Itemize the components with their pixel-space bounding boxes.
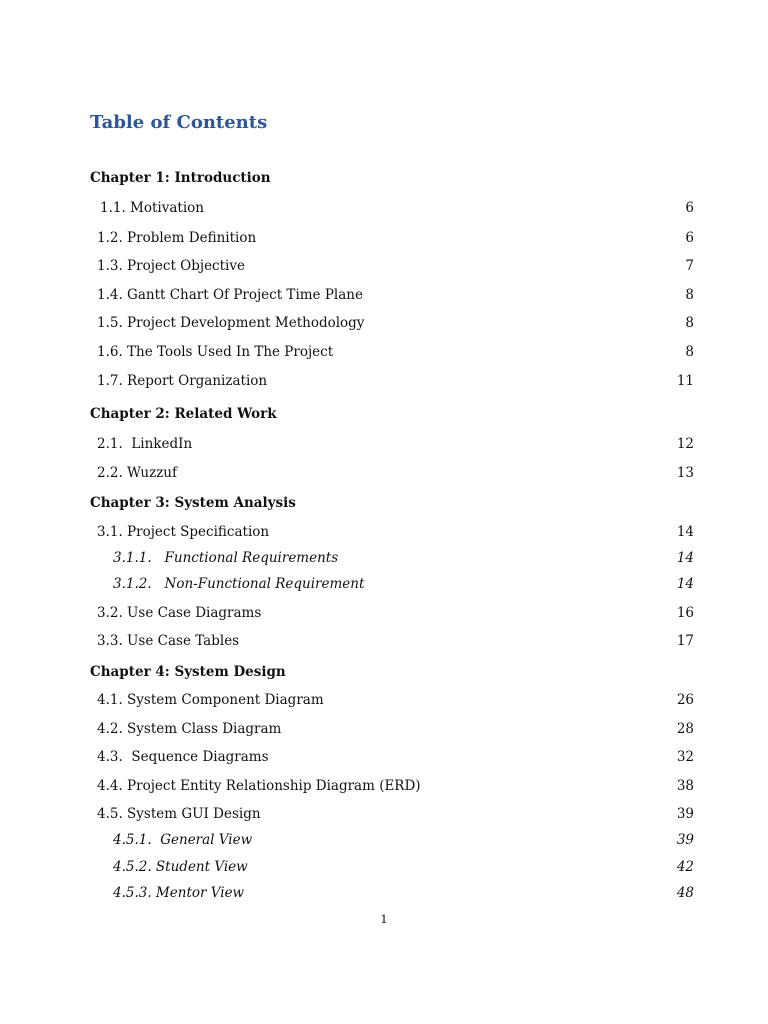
toc-entry-4-5[interactable] <box>0 804 768 824</box>
entry-label: 1.7. Report Organization <box>97 373 268 389</box>
toc-entry-1-1[interactable] <box>0 198 768 218</box>
entry-label: 1.6. The Tools Used In The Project <box>97 344 334 360</box>
entry-label: 3.1. Project Specification <box>97 524 270 540</box>
footer-page-number: 1 <box>380 912 388 926</box>
chapter-title: Chapter 3: System Analysis <box>90 495 296 511</box>
toc-entry-1-4[interactable] <box>0 285 768 305</box>
toc-entry-3-2[interactable] <box>0 603 768 623</box>
entry-label: 3.3. Use Case Tables <box>97 633 240 649</box>
toc-entry-4-4[interactable] <box>0 776 768 796</box>
entry-label: 4.1. System Component Diagram <box>97 692 324 708</box>
entry-page-number: 26 <box>676 692 694 708</box>
toc-entry-1-6[interactable] <box>0 342 768 362</box>
entry-page-number: 39 <box>676 832 694 848</box>
entry-label: 4.3. Sequence Diagrams <box>97 749 269 765</box>
toc-entry-4-5-3[interactable] <box>0 883 768 903</box>
entry-page-number: 48 <box>676 885 694 901</box>
entry-label: 4.4. Project Entity Relationship Diagram (ERD) <box>97 778 421 794</box>
toc-entry-2-2[interactable] <box>0 463 768 483</box>
toc-chapter-3[interactable] <box>0 493 768 513</box>
entry-page-number: 42 <box>676 859 694 875</box>
entry-label: 4.2. System Class Diagram <box>97 721 282 737</box>
entry-page-number: 6 <box>685 200 694 216</box>
chapter-title: Chapter 2: Related Work <box>90 406 277 422</box>
toc-entry-3-1-1[interactable] <box>0 548 768 568</box>
entry-label: 4.5.1. General View <box>113 832 253 848</box>
entry-page-number: 28 <box>676 721 694 737</box>
toc-entry-1-2[interactable] <box>0 228 768 248</box>
entry-label: 4.5.3. Mentor View <box>113 885 245 901</box>
entry-page-number: 38 <box>676 778 694 794</box>
toc-entry-3-3[interactable] <box>0 631 768 651</box>
toc-entry-4-2[interactable] <box>0 719 768 739</box>
entry-label: 1.5. Project Development Methodology <box>97 315 365 331</box>
chapter-title: Chapter 1: Introduction <box>90 170 271 186</box>
toc-chapter-4[interactable] <box>0 662 768 682</box>
toc-entry-4-1[interactable] <box>0 690 768 710</box>
entry-page-number: 6 <box>685 230 694 246</box>
entry-label: 1.1. Motivation <box>100 200 204 216</box>
toc-entry-1-7[interactable] <box>0 371 768 391</box>
entry-label: 4.5.2. Student View <box>113 859 248 875</box>
entry-label: 1.2. Problem Definition <box>97 230 257 246</box>
entry-page-number: 8 <box>685 287 694 303</box>
chapter-title: Chapter 4: System Design <box>90 664 286 680</box>
entry-page-number: 39 <box>676 806 694 822</box>
entry-page-number: 8 <box>685 315 694 331</box>
toc-entry-4-5-1[interactable] <box>0 830 768 850</box>
toc-entry-4-5-2[interactable] <box>0 857 768 877</box>
toc-chapter-2[interactable] <box>0 404 768 424</box>
entry-label: 3.1.2. Non-Functional Requirement <box>113 576 365 592</box>
entry-label: 1.4. Gantt Chart Of Project Time Plane <box>97 287 363 303</box>
entry-page-number: 17 <box>676 633 694 649</box>
entry-label: 4.5. System GUI Design <box>97 806 261 822</box>
toc-entry-1-3[interactable] <box>0 256 768 276</box>
toc-entry-3-1-2[interactable] <box>0 574 768 594</box>
toc-entry-3-1[interactable] <box>0 522 768 542</box>
entry-page-number: 13 <box>676 465 694 481</box>
toc-entry-1-5[interactable] <box>0 313 768 333</box>
entry-page-number: 12 <box>676 436 694 452</box>
entry-label: 2.1. LinkedIn <box>97 436 193 452</box>
entry-page-number: 14 <box>676 524 694 540</box>
entry-label: 2.2. Wuzzuf <box>97 465 177 481</box>
entry-page-number: 14 <box>676 550 694 566</box>
entry-page-number: 32 <box>676 749 694 765</box>
entry-page-number: 16 <box>676 605 694 621</box>
entry-page-number: 8 <box>685 344 694 360</box>
toc-entry-4-3[interactable] <box>0 747 768 767</box>
entry-label: 3.2. Use Case Diagrams <box>97 605 262 621</box>
entry-label: 1.3. Project Objective <box>97 258 245 274</box>
entry-label: 3.1.1. Functional Requirements <box>113 550 339 566</box>
entry-page-number: 7 <box>685 258 694 274</box>
entry-page-number: 14 <box>676 576 694 592</box>
toc-entry-2-1[interactable] <box>0 434 768 454</box>
toc-chapter-1[interactable] <box>0 168 768 188</box>
entry-page-number: 11 <box>676 373 694 389</box>
toc-title: Table of Contents <box>90 112 268 133</box>
